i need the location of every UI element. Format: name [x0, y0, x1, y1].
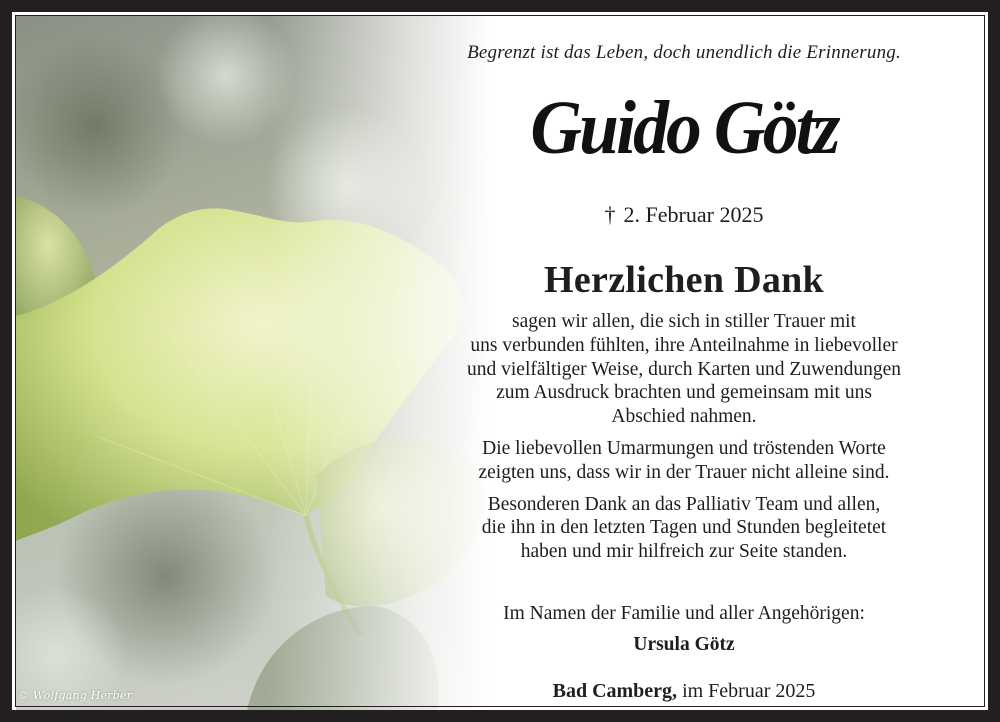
- signature-intro: Im Namen der Familie und aller Angehörigen:: [503, 603, 865, 624]
- text-line: Abschied nahmen.: [611, 406, 757, 428]
- text-line: und vielfältiger Weise, durch Karten und Zuwendungen: [467, 358, 901, 380]
- text-line: zeigten uns, dass wir in der Trauer nicht alleine sind.: [478, 461, 890, 483]
- text-line: sagen wir allen, die sich in stiller Trauer mit: [512, 311, 856, 332]
- text-line: Besonderen Dank an das Palliativ Team und allen,: [487, 493, 881, 515]
- death-date-value: 2. Februar 2025: [623, 202, 764, 227]
- signer-name: Ursula Götz: [633, 634, 735, 655]
- thanks-body: [392, 310, 976, 572]
- death-date: [392, 202, 976, 228]
- thanks-heading: Herzlichen Dank: [544, 259, 824, 301]
- text-line: Die liebevollen Umarmungen und tröstenden Worte: [482, 437, 886, 459]
- place-date: [392, 680, 976, 703]
- photo-credit: © Wolfgang Herber: [18, 689, 133, 702]
- notice-text-column: [392, 12, 976, 710]
- text-line: zum Ausdruck brachten und gemeinsam mit uns: [496, 382, 872, 404]
- deceased-name: Guido Götz: [530, 86, 838, 170]
- date: im Februar 2025: [677, 680, 816, 702]
- paragraph: [392, 437, 976, 485]
- place: Bad Camberg,: [552, 680, 678, 702]
- cross-symbol: †: [604, 202, 616, 227]
- paragraph: [392, 493, 976, 564]
- text-line: uns verbunden fühlten, ihre Anteilnahme in liebevoller: [470, 334, 898, 356]
- text-line: haben und mir hilfreich zur Seite standen.: [520, 541, 848, 563]
- text-line: die ihn in den letzten Tagen und Stunden begleitetet: [481, 517, 887, 539]
- motto: Begrenzt ist das Leben, doch unendlich die Erinnerung.: [467, 42, 901, 63]
- paragraph: [392, 310, 976, 429]
